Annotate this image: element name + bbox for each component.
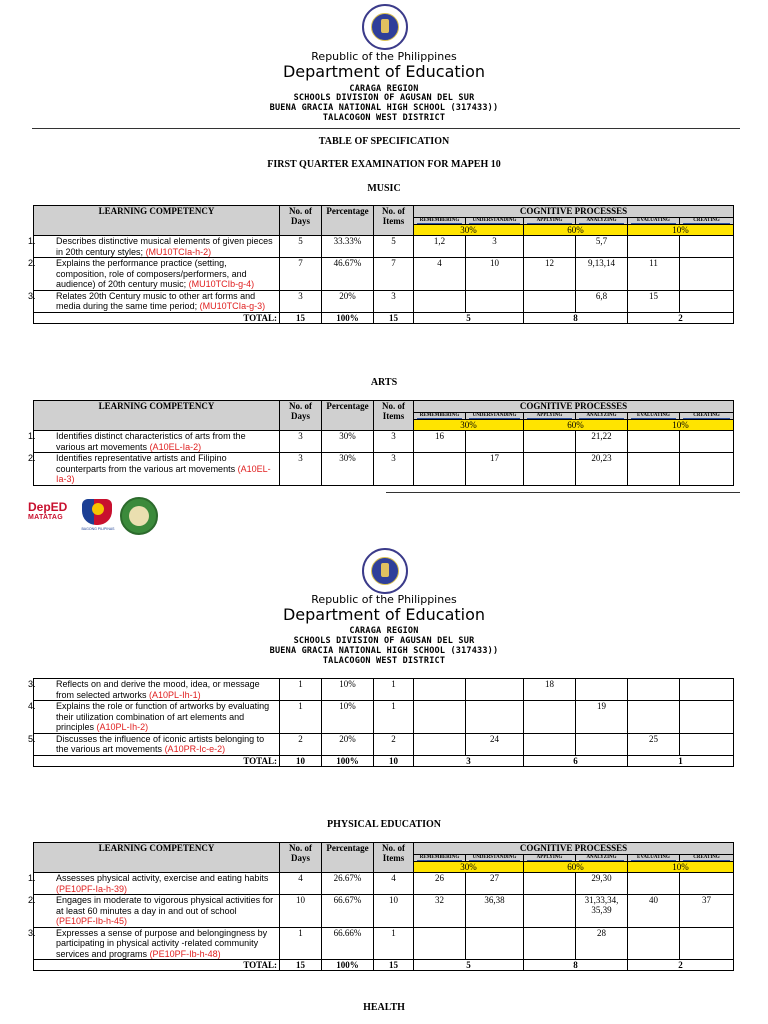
competency-cell xyxy=(28,258,280,291)
total-group-2: 8 xyxy=(524,960,628,971)
region-line: CARAGA REGION xyxy=(349,626,419,636)
level-header: EVALUATING xyxy=(628,855,680,862)
arts-title: ARTS xyxy=(370,377,398,388)
group-percentage: 60% xyxy=(524,862,628,873)
competency-number: 1. xyxy=(28,431,36,441)
competency-cell xyxy=(28,679,280,701)
days-header: No. of Days xyxy=(280,843,322,873)
item-numbers-cell: 19 xyxy=(576,701,628,734)
group-percentage: 30% xyxy=(414,862,524,873)
item-numbers-cell xyxy=(576,733,628,755)
competency-text: Reflects on and derive the mood, idea, or message from selected artworks xyxy=(56,679,260,700)
competency-code: (PE10PF-Ia-h-39) xyxy=(56,883,128,894)
level-header: UNDERSTANDING xyxy=(466,413,524,420)
competency-number: 4. xyxy=(28,701,36,711)
competency-code: (PE10PF-Ib-h-48) xyxy=(149,948,221,959)
level-header: UNDERSTANDING xyxy=(466,855,524,862)
item-numbers-cell xyxy=(680,679,734,701)
total-items: 15 xyxy=(374,312,414,323)
item-numbers-cell xyxy=(628,453,680,486)
item-numbers-cell: 11 xyxy=(628,258,680,291)
competency-code: (PE10PF-Ib-h-45) xyxy=(56,916,128,926)
item-numbers-cell xyxy=(680,873,734,895)
pe-table xyxy=(28,842,734,971)
item-numbers-cell xyxy=(524,453,576,486)
competency-code: (A10EL-Ia-2) xyxy=(149,441,202,452)
music-table xyxy=(28,205,734,324)
competency-cell xyxy=(28,290,280,312)
competency-row xyxy=(34,679,734,701)
days-cell: 5 xyxy=(280,236,322,258)
competency-text: Explains the performance practice (setting, composition, role of composers/performers, and audience) of 20th century music; xyxy=(56,258,247,289)
total-label: TOTAL: xyxy=(34,312,280,323)
competency-number: 3. xyxy=(28,679,36,689)
competency-text: Discusses the influence of iconic artists belonging to the various art movements xyxy=(56,733,265,754)
competency-number: 3. xyxy=(28,290,36,301)
division-line: SCHOOLS DIVISION OF AGUSAN DEL SUR xyxy=(293,636,475,646)
competency-header: LEARNING COMPETENCY xyxy=(34,843,280,873)
header-divider xyxy=(32,128,740,129)
competency-cell xyxy=(28,873,280,895)
group-percentage: 10% xyxy=(628,420,734,431)
items-cell: 3 xyxy=(374,290,414,312)
days-cell: 2 xyxy=(280,733,322,755)
item-numbers-cell xyxy=(414,927,466,960)
competency-cell xyxy=(28,453,280,486)
competency-cell xyxy=(28,927,280,960)
competency-row xyxy=(34,431,734,453)
competency-code: (A10EL-Ia-3) xyxy=(56,463,271,484)
department-title: Department of Education xyxy=(282,605,486,624)
item-numbers-cell xyxy=(524,290,576,312)
competency-text: Identifies representative artists and Filipino counterparts from the various art movements xyxy=(56,453,236,474)
level-header: APPLYING xyxy=(524,855,576,862)
item-numbers-cell: 9,13,14 xyxy=(576,258,628,291)
total-percentage: 100% xyxy=(322,960,374,971)
item-numbers-cell: 28 xyxy=(576,927,628,960)
competency-text: Assesses physical activity, exercise and eating habits xyxy=(56,873,269,883)
item-numbers-cell: 18 xyxy=(524,679,576,701)
items-cell: 3 xyxy=(374,431,414,453)
item-numbers-cell xyxy=(628,431,680,453)
total-label: TOTAL: xyxy=(34,960,280,971)
percentage-header: Percentage xyxy=(322,843,374,873)
competency-cell xyxy=(28,701,280,734)
item-numbers-cell: 17 xyxy=(466,453,524,486)
competency-code: (MU10TCIa-h-2) xyxy=(145,246,212,257)
days-cell: 3 xyxy=(280,431,322,453)
percentage-header: Percentage xyxy=(322,206,374,236)
item-numbers-cell: 1,2 xyxy=(414,236,466,258)
header-row xyxy=(34,401,734,413)
total-group-2: 6 xyxy=(524,755,628,766)
total-group-1: 3 xyxy=(414,755,524,766)
competency-row xyxy=(34,895,734,928)
level-header: APPLYING xyxy=(524,218,576,225)
department-title: Department of Education xyxy=(282,62,486,81)
item-numbers-cell: 6,8 xyxy=(576,290,628,312)
competency-cell xyxy=(28,431,280,453)
header-row xyxy=(34,206,734,218)
item-numbers-cell xyxy=(414,733,466,755)
competency-number: 1. xyxy=(28,873,36,883)
total-days: 15 xyxy=(280,960,322,971)
item-numbers-cell xyxy=(680,236,734,258)
percentage-cell: 26.67% xyxy=(322,873,374,895)
page-end-rule xyxy=(386,492,740,493)
competency-row xyxy=(34,873,734,895)
item-numbers-cell xyxy=(524,431,576,453)
competency-cell xyxy=(28,236,280,258)
days-cell: 1 xyxy=(280,701,322,734)
cognitive-header: COGNITIVE PROCESSES xyxy=(414,401,734,413)
arts-table xyxy=(28,400,734,486)
level-header: ANALYZING xyxy=(576,855,628,862)
days-header: No. of Days xyxy=(280,206,322,236)
item-numbers-cell xyxy=(466,927,524,960)
percentage-cell: 20% xyxy=(322,290,374,312)
item-numbers-cell xyxy=(680,290,734,312)
items-cell: 2 xyxy=(374,733,414,755)
group-percentage: 60% xyxy=(524,420,628,431)
item-numbers-cell xyxy=(414,290,466,312)
item-numbers-cell: 27 xyxy=(466,873,524,895)
days-cell: 4 xyxy=(280,873,322,895)
item-numbers-cell xyxy=(680,927,734,960)
total-label: TOTAL: xyxy=(34,755,280,766)
competency-row xyxy=(34,453,734,486)
total-row xyxy=(34,960,734,971)
competency-number: 2. xyxy=(28,895,36,905)
item-numbers-cell xyxy=(524,873,576,895)
competency-code: (MU10TCIa-g-3) xyxy=(199,301,266,311)
days-cell: 1 xyxy=(280,679,322,701)
group-percentage: 10% xyxy=(628,225,734,236)
item-numbers-cell xyxy=(466,290,524,312)
total-items: 10 xyxy=(374,755,414,766)
percentage-cell: 10% xyxy=(322,701,374,734)
group-percentage: 30% xyxy=(414,225,524,236)
level-header: EVALUATING xyxy=(628,218,680,225)
level-header: CREATING xyxy=(680,218,734,225)
item-numbers-cell: 5,7 xyxy=(576,236,628,258)
level-header: ANALYZING xyxy=(576,413,628,420)
days-cell: 10 xyxy=(280,895,322,928)
pe-title: PHYSICAL EDUCATION xyxy=(327,819,441,830)
item-numbers-cell xyxy=(524,927,576,960)
school-seal-icon xyxy=(120,497,158,535)
days-cell: 3 xyxy=(280,290,322,312)
group-percentage: 60% xyxy=(524,225,628,236)
competency-cell xyxy=(28,733,280,755)
competency-number: 2. xyxy=(28,258,36,268)
competency-row xyxy=(34,290,734,312)
item-numbers-cell xyxy=(524,701,576,734)
competency-text: Expresses a sense of purpose and belongingness by participating in physical activity -related community services and programs xyxy=(56,927,268,959)
group-percentage: 30% xyxy=(414,420,524,431)
percentage-cell: 10% xyxy=(322,679,374,701)
item-numbers-cell xyxy=(576,679,628,701)
item-numbers-cell: 29,30 xyxy=(576,873,628,895)
competency-number: 1. xyxy=(28,236,36,246)
total-row xyxy=(34,312,734,323)
total-group-1: 5 xyxy=(414,312,524,323)
deped-seal-icon xyxy=(362,4,408,50)
item-numbers-cell: 37 xyxy=(680,895,734,928)
item-numbers-cell: 25 xyxy=(628,733,680,755)
competency-code: (MU10TCIb-g-4) xyxy=(188,279,255,289)
total-days: 15 xyxy=(280,312,322,323)
item-numbers-cell: 10 xyxy=(466,258,524,291)
item-numbers-cell xyxy=(524,733,576,755)
item-numbers-cell: 4 xyxy=(414,258,466,291)
competency-header: LEARNING COMPETENCY xyxy=(34,206,280,236)
item-numbers-cell: 36,38 xyxy=(466,895,524,928)
item-numbers-cell xyxy=(524,236,576,258)
competency-text: Engages in moderate to vigorous physical activities for at least 60 minutes a day in and out of school xyxy=(56,895,274,916)
total-percentage: 100% xyxy=(322,312,374,323)
item-numbers-cell: 20,23 xyxy=(576,453,628,486)
group-percentage: 10% xyxy=(628,862,734,873)
cognitive-header: COGNITIVE PROCESSES xyxy=(414,843,734,855)
item-numbers-cell: 40 xyxy=(628,895,680,928)
competency-row xyxy=(34,701,734,734)
item-numbers-cell xyxy=(466,701,524,734)
days-cell: 1 xyxy=(280,927,322,960)
level-header: REMEMBERING xyxy=(414,218,466,225)
percentage-cell: 20% xyxy=(322,733,374,755)
competency-text: Describes distinctive musical elements of given pieces in 20th century styles; xyxy=(56,236,273,257)
items-cell: 5 xyxy=(374,236,414,258)
total-row xyxy=(34,755,734,766)
items-cell: 7 xyxy=(374,258,414,291)
item-numbers-cell: 21,22 xyxy=(576,431,628,453)
exam-title: FIRST QUARTER EXAMINATION FOR MAPEH 10 xyxy=(267,159,501,170)
bagong-pilipinas-logo-icon: BAGONG PILIPINAS xyxy=(78,497,118,537)
item-numbers-cell xyxy=(628,927,680,960)
level-header: CREATING xyxy=(680,855,734,862)
competency-row xyxy=(34,258,734,291)
items-header: No. of Items xyxy=(374,843,414,873)
header-row xyxy=(34,843,734,855)
level-header: CREATING xyxy=(680,413,734,420)
level-header: REMEMBERING xyxy=(414,855,466,862)
total-days: 10 xyxy=(280,755,322,766)
percentage-header: Percentage xyxy=(322,401,374,431)
district-line: TALACOGON WEST DISTRICT xyxy=(322,656,446,666)
competency-code: (A10PL-Ih-2) xyxy=(96,722,149,732)
item-numbers-cell xyxy=(466,679,524,701)
percentage-cell: 30% xyxy=(322,453,374,486)
music-title: MUSIC xyxy=(367,183,401,194)
competency-code: (A10PR-Ic-e-2) xyxy=(164,744,226,754)
level-header: EVALUATING xyxy=(628,413,680,420)
item-numbers-cell: 3 xyxy=(466,236,524,258)
school-line: BUENA GRACIA NATIONAL HIGH SCHOOL (317433)) xyxy=(269,103,499,113)
item-numbers-cell xyxy=(628,236,680,258)
item-numbers-cell xyxy=(680,258,734,291)
level-header: ANALYZING xyxy=(576,218,628,225)
competency-number: 3. xyxy=(28,927,36,938)
item-numbers-cell xyxy=(680,453,734,486)
competency-row xyxy=(34,236,734,258)
competency-number: 2. xyxy=(28,453,36,463)
division-line: SCHOOLS DIVISION OF AGUSAN DEL SUR xyxy=(293,93,475,103)
items-header: No. of Items xyxy=(374,206,414,236)
competency-code: (A10PL-Ih-1) xyxy=(149,689,201,700)
level-header: UNDERSTANDING xyxy=(466,218,524,225)
school-line: BUENA GRACIA NATIONAL HIGH SCHOOL (317433)) xyxy=(269,646,499,656)
cognitive-header: COGNITIVE PROCESSES xyxy=(414,206,734,218)
items-cell: 10 xyxy=(374,895,414,928)
competency-text: Relates 20th Century music to other art forms and media during the same time period; xyxy=(56,290,256,311)
competency-text: Identifies distinct characteristics of arts from the various art movements xyxy=(56,431,246,452)
percentage-cell: 66.66% xyxy=(322,927,374,960)
arts-continued-table xyxy=(28,678,734,767)
item-numbers-cell xyxy=(414,701,466,734)
item-numbers-cell xyxy=(524,895,576,928)
competency-row xyxy=(34,733,734,755)
items-cell: 1 xyxy=(374,701,414,734)
competency-header: LEARNING COMPETENCY xyxy=(34,401,280,431)
deped-seal-icon xyxy=(362,548,408,594)
item-numbers-cell: 15 xyxy=(628,290,680,312)
percentage-cell: 30% xyxy=(322,431,374,453)
percentage-cell: 46.67% xyxy=(322,258,374,291)
health-title: HEALTH xyxy=(363,1002,405,1013)
item-numbers-cell xyxy=(414,453,466,486)
items-cell: 3 xyxy=(374,453,414,486)
table-title: TABLE OF SPECIFICATION xyxy=(318,136,450,147)
item-numbers-cell: 31,33,34, 35,39 xyxy=(576,895,628,928)
total-group-2: 8 xyxy=(524,312,628,323)
total-group-3: 1 xyxy=(628,755,734,766)
competency-number: 5. xyxy=(28,733,36,744)
percentage-cell: 66.67% xyxy=(322,895,374,928)
item-numbers-cell: 16 xyxy=(414,431,466,453)
total-items: 15 xyxy=(374,960,414,971)
item-numbers-cell xyxy=(628,679,680,701)
days-header: No. of Days xyxy=(280,401,322,431)
total-group-1: 5 xyxy=(414,960,524,971)
deped-matatag-logo-icon: DepED MATATAG xyxy=(28,500,68,521)
item-numbers-cell xyxy=(680,431,734,453)
item-numbers-cell xyxy=(628,701,680,734)
level-header: REMEMBERING xyxy=(414,413,466,420)
total-group-3: 2 xyxy=(628,960,734,971)
region-line: CARAGA REGION xyxy=(349,84,419,94)
competency-text: Explains the role or function of artworks by evaluating their utilization combination of art elements and principles xyxy=(56,701,270,732)
competency-cell xyxy=(28,895,280,928)
days-cell: 3 xyxy=(280,453,322,486)
item-numbers-cell: 32 xyxy=(414,895,466,928)
item-numbers-cell: 12 xyxy=(524,258,576,291)
item-numbers-cell xyxy=(414,679,466,701)
republic-line: Republic of the Philippines xyxy=(311,50,457,63)
district-line: TALACOGON WEST DISTRICT xyxy=(322,113,446,123)
competency-row xyxy=(34,927,734,960)
republic-line: Republic of the Philippines xyxy=(311,593,457,606)
item-numbers-cell xyxy=(466,431,524,453)
days-cell: 7 xyxy=(280,258,322,291)
total-group-3: 2 xyxy=(628,312,734,323)
items-header: No. of Items xyxy=(374,401,414,431)
item-numbers-cell: 24 xyxy=(466,733,524,755)
item-numbers-cell xyxy=(628,873,680,895)
items-cell: 1 xyxy=(374,679,414,701)
items-cell: 1 xyxy=(374,927,414,960)
percentage-cell: 33.33% xyxy=(322,236,374,258)
item-numbers-cell: 26 xyxy=(414,873,466,895)
item-numbers-cell xyxy=(680,733,734,755)
level-header: APPLYING xyxy=(524,413,576,420)
item-numbers-cell xyxy=(680,701,734,734)
items-cell: 4 xyxy=(374,873,414,895)
total-percentage: 100% xyxy=(322,755,374,766)
